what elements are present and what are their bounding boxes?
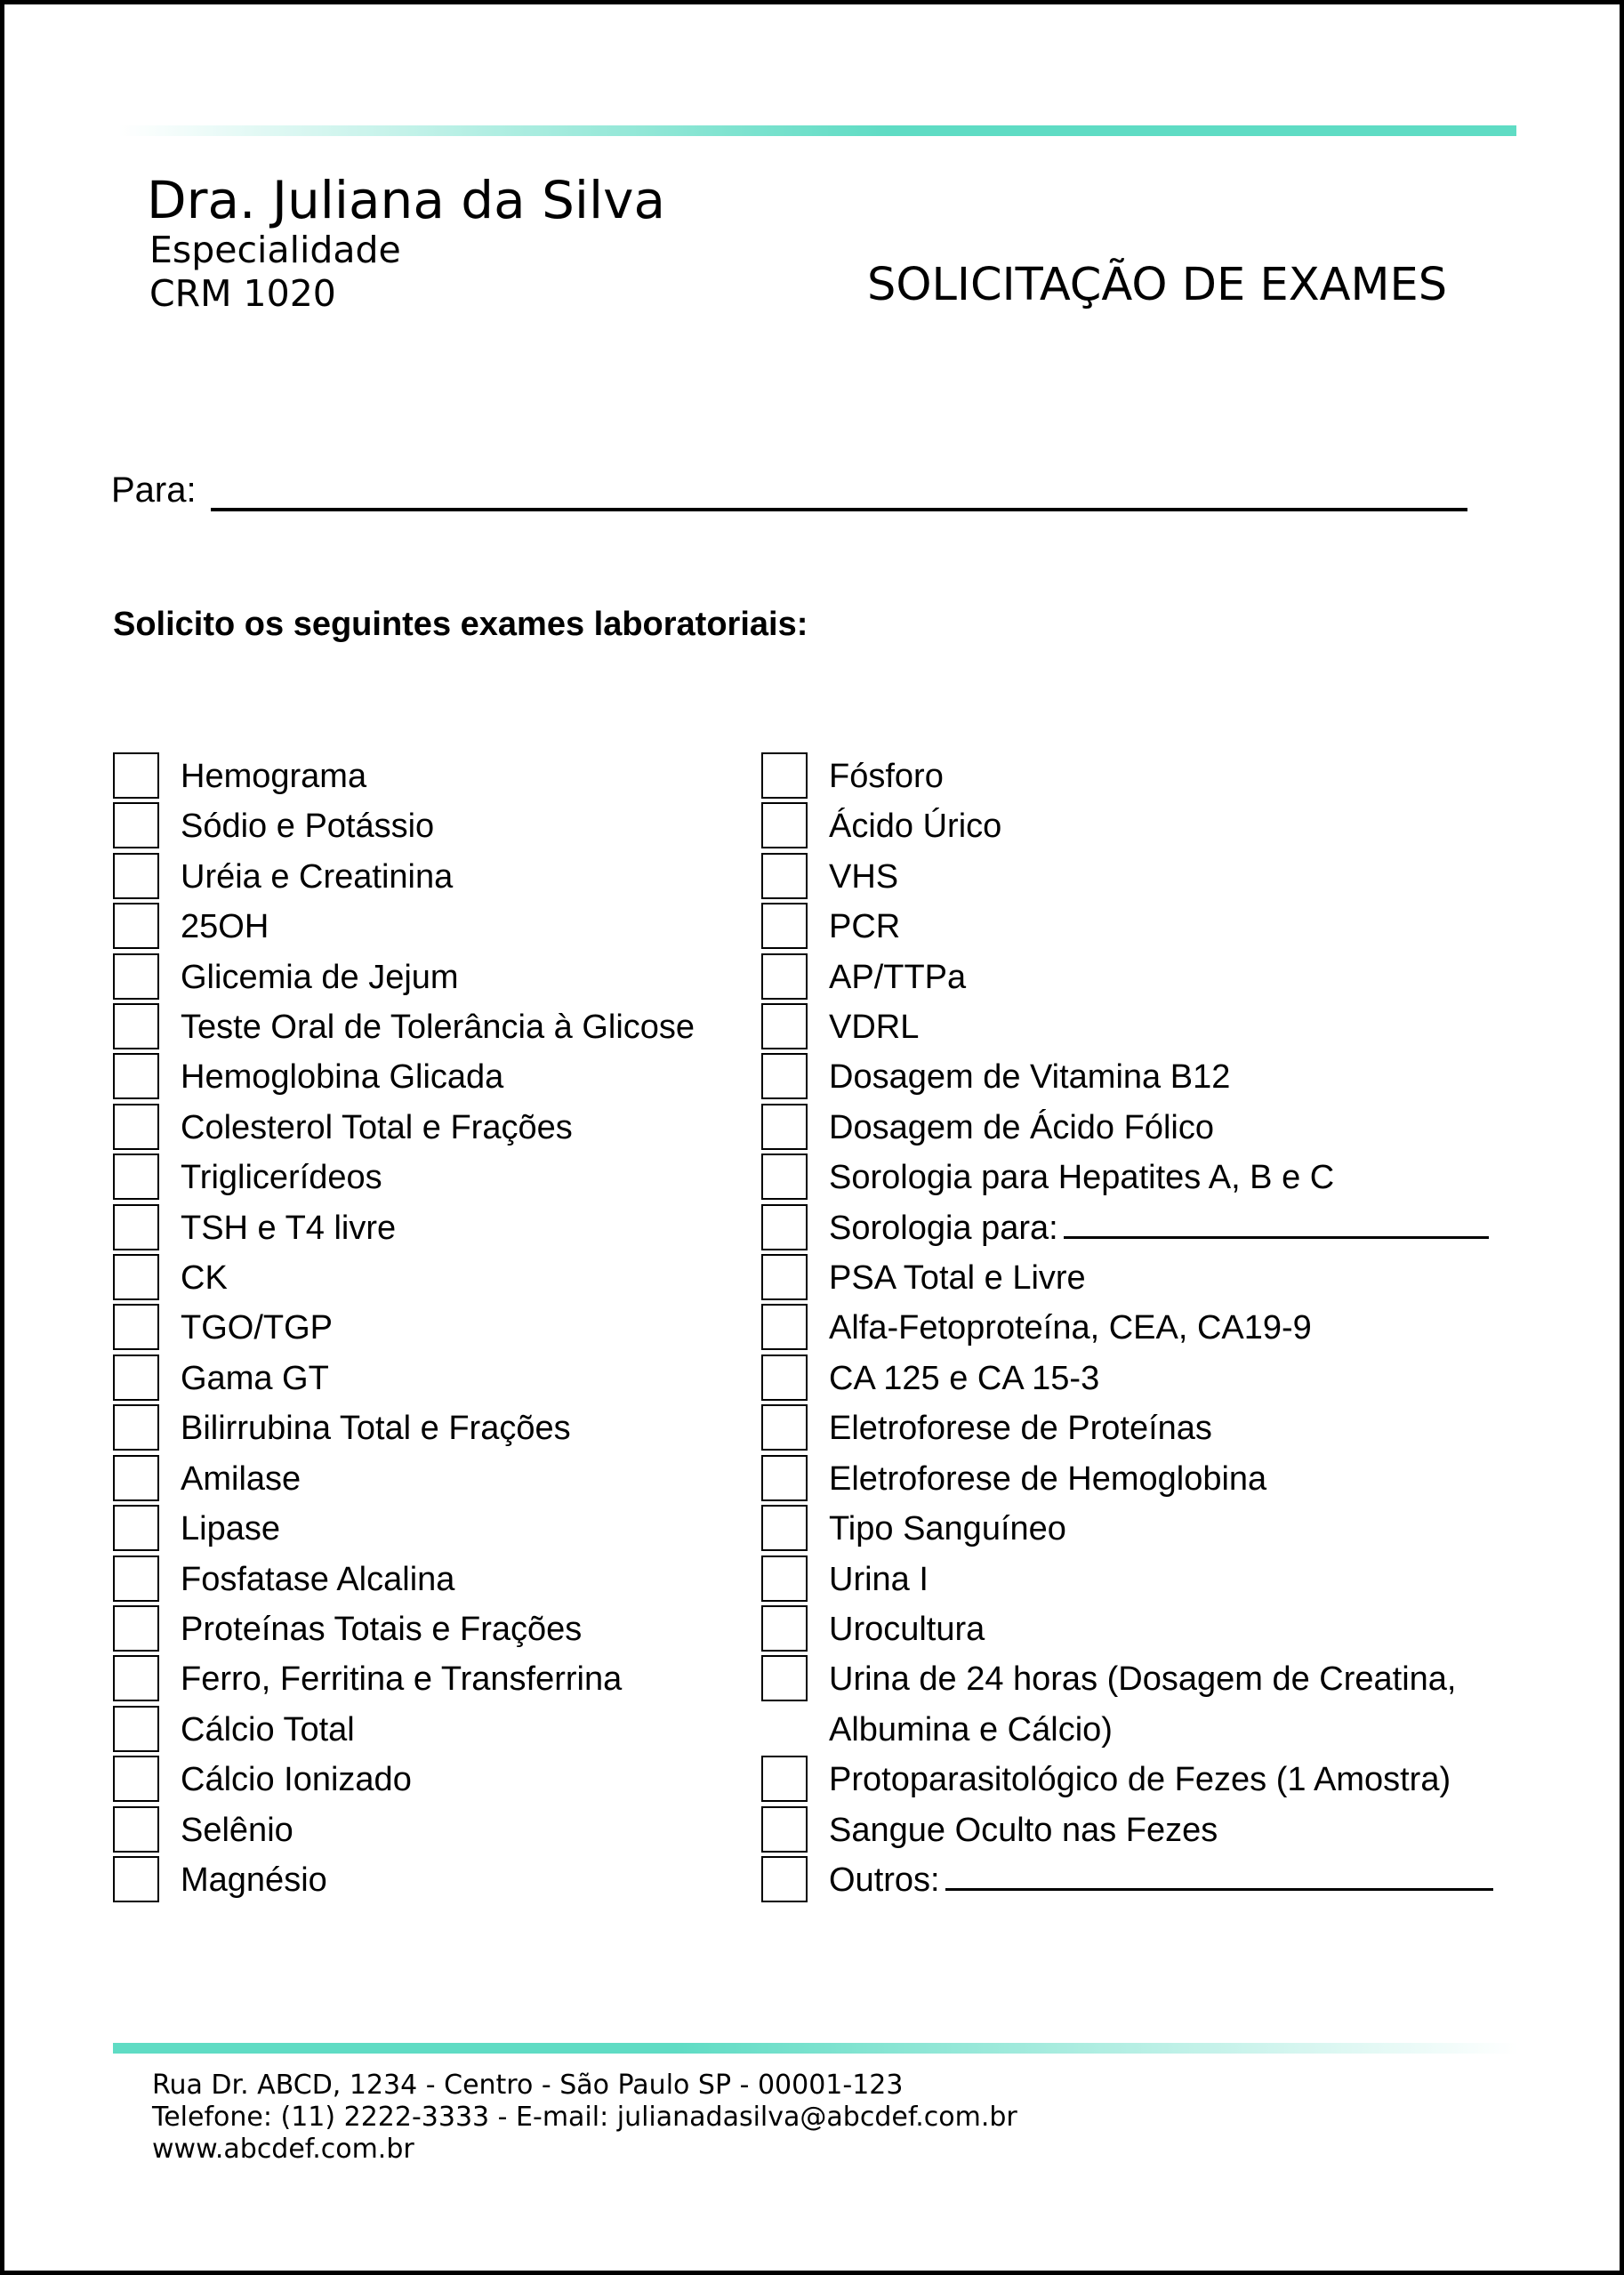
exam-item (113, 1103, 736, 1153)
exam-checkbox[interactable] (113, 1154, 159, 1200)
exam-item (761, 1604, 1517, 1654)
exam-checkbox[interactable] (113, 1204, 159, 1250)
exam-item (113, 752, 736, 801)
sorologia-label: Sorologia para: (829, 1209, 1058, 1247)
exam-checkbox[interactable] (113, 1556, 159, 1602)
doctor-crm: CRM 1020 (149, 272, 336, 315)
doctor-name: Dra. Juliana da Silva (147, 170, 666, 230)
exam-checkbox[interactable] (761, 1003, 808, 1049)
exam-item (113, 1855, 736, 1905)
exam-label: Glicemia de Jejum (181, 958, 459, 996)
exam-checkbox[interactable] (761, 1104, 808, 1150)
exam-item (761, 1555, 1517, 1604)
footer-accent-line (113, 2043, 1518, 2054)
exam-item (761, 1504, 1517, 1554)
exam-checkbox[interactable] (113, 1053, 159, 1099)
exam-checkbox[interactable] (761, 1154, 808, 1200)
exam-checkbox[interactable] (113, 802, 159, 848)
exam-label: Urocultura (829, 1610, 985, 1648)
exam-label: Protoparasitológico de Fezes (1 Amostra) (829, 1761, 1451, 1799)
exam-item (761, 1253, 1517, 1303)
exam-item (761, 1103, 1517, 1153)
exam-label: Cálcio Ionizado (181, 1761, 412, 1799)
exam-list-left (113, 752, 736, 1905)
exam-item (761, 1303, 1517, 1353)
exam-item (113, 801, 736, 851)
exam-label: Sorologia para Hepatites A, B e C (829, 1159, 1335, 1197)
exam-label: TSH e T4 livre (181, 1209, 397, 1247)
exam-checkbox[interactable] (761, 1204, 808, 1250)
exam-checkbox[interactable] (761, 1806, 808, 1853)
exam-label: VHS (829, 857, 899, 896)
exam-item (113, 1805, 736, 1855)
exam-item (761, 902, 1517, 952)
exam-checkbox[interactable] (761, 1655, 808, 1701)
exam-checkbox[interactable] (761, 1355, 808, 1401)
exam-item (113, 1555, 736, 1604)
header-accent-line (118, 125, 1516, 136)
exam-label: Fosfatase Alcalina (181, 1560, 455, 1598)
exam-checkbox[interactable] (761, 903, 808, 949)
exam-label: 25OH (181, 908, 269, 946)
exam-checkbox[interactable] (761, 1605, 808, 1652)
footer-address: Rua Dr. ABCD, 1234 - Centro - São Paulo SP - 00001-123 (152, 2070, 904, 2101)
exam-label: PCR (829, 908, 901, 946)
exam-checkbox[interactable] (113, 1605, 159, 1652)
recipient-label: Para: (111, 470, 197, 510)
exam-checkbox[interactable] (761, 953, 808, 1000)
exam-label: Hemograma (181, 758, 367, 795)
exam-list-right (761, 752, 1517, 1905)
exam-label (829, 1203, 1517, 1253)
outros-label: Outros: (829, 1861, 940, 1899)
form-title: SOLICITAÇÃO DE EXAMES (867, 259, 1448, 311)
exam-checkbox[interactable] (761, 1505, 808, 1551)
exam-checkbox[interactable] (113, 752, 159, 799)
exam-checkbox[interactable] (113, 1455, 159, 1501)
exam-checkbox[interactable] (113, 1806, 159, 1853)
exam-checkbox[interactable] (113, 1706, 159, 1752)
exam-label: Gama GT (181, 1359, 329, 1397)
exam-checkbox[interactable] (113, 1404, 159, 1451)
exam-item (761, 1403, 1517, 1453)
exam-item (113, 1354, 736, 1403)
exam-checkbox[interactable] (761, 1556, 808, 1602)
exam-label: Amilase (181, 1459, 301, 1498)
exam-label: Cálcio Total (181, 1710, 355, 1748)
exam-label: TGO/TGP (181, 1309, 333, 1347)
exam-item (761, 1002, 1517, 1052)
exam-label: Fósforo (829, 758, 944, 795)
exam-label: Eletroforese de Proteínas (829, 1410, 1212, 1448)
footer-contact: Telefone: (11) 2222-3333 - E-mail: julianadasilva@abcdef.com.br (152, 2102, 1017, 2133)
exam-checkbox[interactable] (113, 1355, 159, 1401)
exam-item (113, 1303, 736, 1353)
exam-checkbox[interactable] (113, 1254, 159, 1300)
sorologia-fill-field[interactable] (1064, 1210, 1489, 1239)
exams-intro: Solicito os seguintes exames laboratoriais: (113, 606, 808, 643)
doctor-specialty: Especialidade (149, 229, 401, 271)
exam-label: Selênio (181, 1811, 293, 1849)
exam-label: Hemoglobina Glicada (181, 1058, 504, 1097)
exam-checkbox[interactable] (761, 1254, 808, 1300)
exam-label: Alfa-Fetoproteína, CEA, CA19-9 (829, 1309, 1312, 1347)
exam-label: Teste Oral de Tolerância à Glicose (181, 1009, 695, 1047)
exam-checkbox[interactable] (113, 1304, 159, 1350)
exam-item (761, 1855, 1517, 1905)
exam-item (113, 1203, 736, 1253)
exam-label: PSA Total e Livre (829, 1259, 1086, 1298)
exam-item (761, 752, 1517, 801)
exam-item (761, 953, 1517, 1002)
exam-item (113, 1454, 736, 1504)
exam-label: AP/TTPa (829, 958, 967, 996)
exam-item (761, 1203, 1517, 1253)
exam-item (113, 1153, 736, 1202)
outros-fill-field[interactable] (945, 1861, 1493, 1891)
exam-label: Colesterol Total e Frações (181, 1108, 573, 1146)
exam-item (113, 953, 736, 1002)
exam-item (113, 902, 736, 952)
exam-item (113, 1755, 736, 1805)
exam-label: Sódio e Potássio (181, 808, 435, 846)
exam-label: CK (181, 1259, 228, 1298)
exam-checkbox[interactable] (761, 1856, 808, 1902)
footer-website[interactable]: www.abcdef.com.br (152, 2134, 414, 2165)
exam-label: Eletroforese de Hemoglobina (829, 1459, 1267, 1498)
exam-label: Ácido Úrico (829, 808, 1002, 846)
exam-checkbox[interactable] (761, 1053, 808, 1099)
exam-checkbox[interactable] (113, 1003, 159, 1049)
exam-label: Uréia e Creatinina (181, 857, 454, 896)
exam-item (113, 1504, 736, 1554)
exam-item (761, 1755, 1517, 1805)
exam-checkbox[interactable] (761, 1756, 808, 1802)
exam-label: Dosagem de Vitamina B12 (829, 1058, 1231, 1097)
exam-label: Tipo Sanguíneo (829, 1510, 1066, 1548)
exam-checkbox[interactable] (761, 1455, 808, 1501)
exam-checkbox[interactable] (113, 1756, 159, 1802)
exam-label: Bilirrubina Total e Frações (181, 1410, 571, 1448)
exam-item (113, 1604, 736, 1654)
exam-item (761, 1354, 1517, 1403)
recipient-field[interactable] (211, 508, 1467, 511)
exam-checkbox[interactable] (113, 853, 159, 899)
exam-item (113, 1403, 736, 1453)
exam-item (113, 1253, 736, 1303)
exam-checkbox[interactable] (113, 953, 159, 1000)
exam-checkbox[interactable] (113, 1104, 159, 1150)
exam-item (113, 852, 736, 902)
exam-label: Urina I (829, 1560, 929, 1598)
exam-label: Lipase (181, 1510, 280, 1548)
exam-item (761, 852, 1517, 902)
exam-item (761, 1153, 1517, 1202)
exam-checkbox[interactable] (113, 903, 159, 949)
exam-label: Ferro, Ferritina e Transferrina (181, 1660, 623, 1699)
exam-checkbox[interactable] (761, 802, 808, 848)
exam-label: Urina de 24 horas (Dosagem de Creatina, Albumina e Cálcio) (829, 1660, 1457, 1748)
exam-label: Triglicerídeos (181, 1159, 382, 1197)
exam-checkbox[interactable] (761, 853, 808, 899)
exam-label: Sangue Oculto nas Fezes (829, 1811, 1218, 1849)
exam-checkbox[interactable] (761, 1304, 808, 1350)
exam-item (761, 801, 1517, 851)
exam-checkbox[interactable] (113, 1655, 159, 1701)
exam-item (113, 1654, 736, 1704)
exam-label: Dosagem de Ácido Fólico (829, 1108, 1214, 1146)
exam-checkbox[interactable] (761, 1404, 808, 1451)
exam-item (761, 1052, 1517, 1102)
exam-checkbox[interactable] (113, 1505, 159, 1551)
exam-checkbox[interactable] (761, 752, 808, 799)
exam-label: VDRL (829, 1009, 920, 1047)
exam-item (113, 1705, 736, 1755)
exam-item (761, 1454, 1517, 1504)
exam-label: Magnésio (181, 1861, 327, 1899)
exam-item (113, 1052, 736, 1102)
exam-item (113, 1002, 736, 1052)
exam-checkbox[interactable] (113, 1856, 159, 1902)
exam-label (829, 1855, 1517, 1905)
exam-label: Proteínas Totais e Frações (181, 1610, 583, 1648)
exam-item (761, 1654, 1517, 1755)
exam-item (761, 1805, 1517, 1855)
exam-label: CA 125 e CA 15-3 (829, 1359, 1100, 1397)
